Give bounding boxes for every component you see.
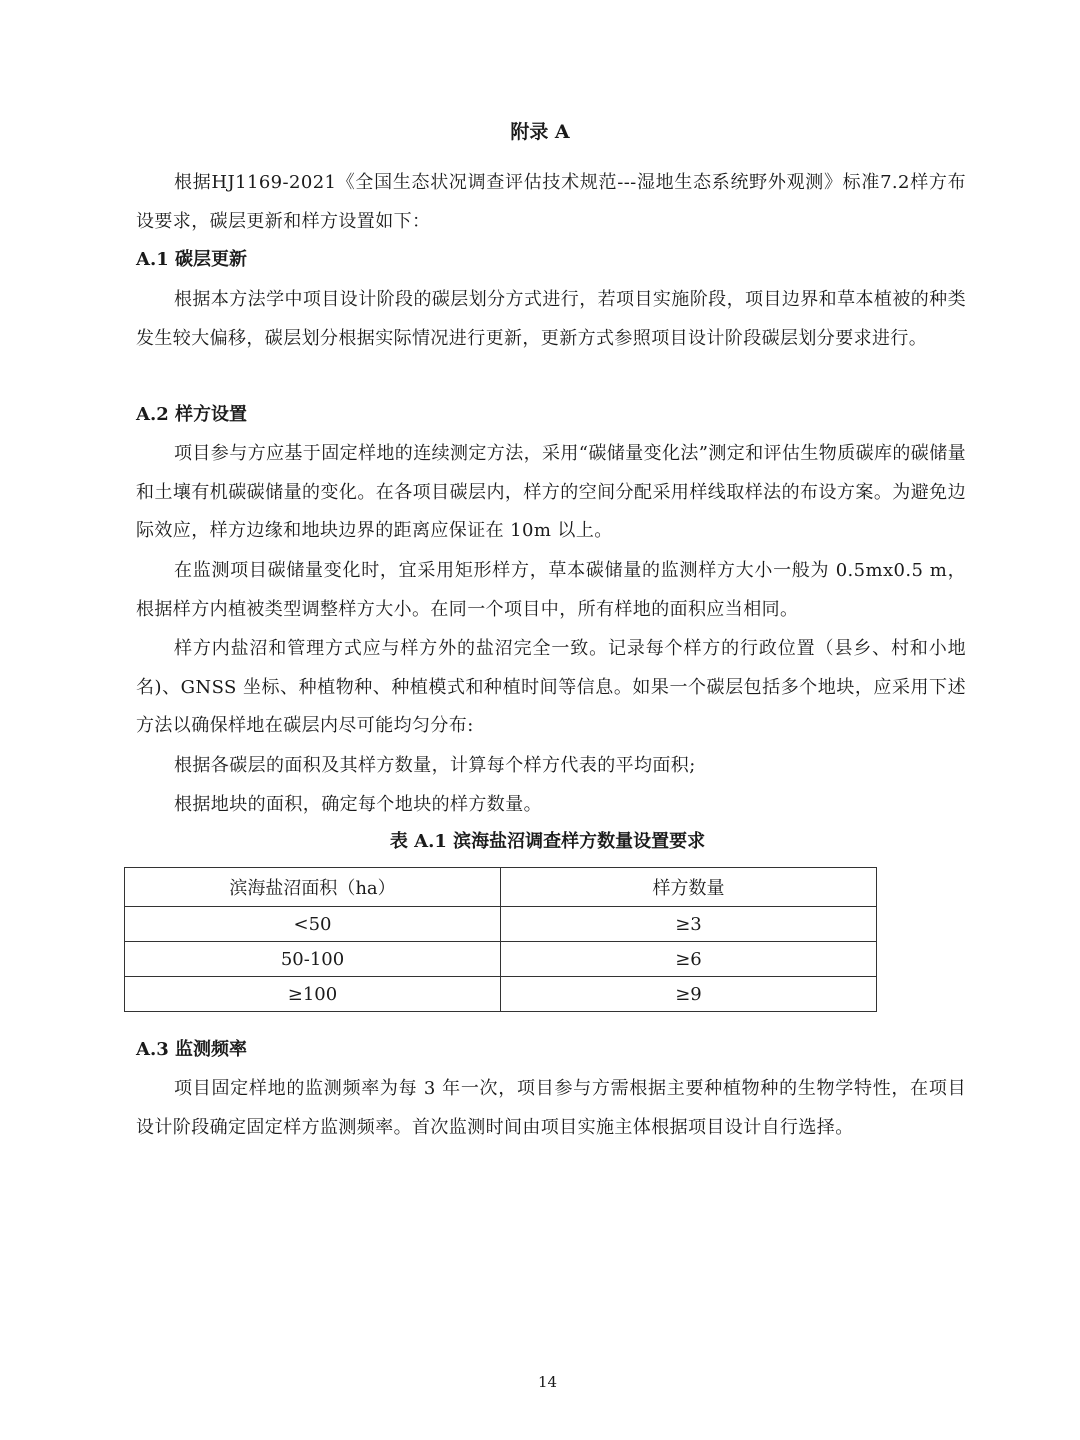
section-a1-heading: A.1 碳层更新 bbox=[136, 249, 248, 270]
table-row bbox=[125, 942, 877, 977]
intro-paragraph: 根据HJ1169-2021《全国生态状况调查评估技术规范---湿地生态系统野外观测》标准7.2样方布设要求，碳层更新和样方设置如下： bbox=[136, 172, 966, 232]
table-row bbox=[125, 977, 877, 1012]
sample-count-table bbox=[124, 867, 877, 1012]
table-row bbox=[125, 907, 877, 942]
section-a2-paragraph-5: 根据地块的面积，确定每个地块的样方数量。 bbox=[174, 794, 542, 815]
section-a3-body: 项目固定样地的监测频率为每 3 年一次，项目参与方需根据主要种植物种的生物学特性，在项目设计阶段确定固定样方监测频率。首次监测时间由项目实施主体根据项目设计自行选择。 bbox=[136, 1078, 966, 1138]
table-header-row bbox=[125, 868, 877, 907]
table-cell-area: 50-100 bbox=[125, 942, 501, 977]
section-a2-heading: A.2 样方设置 bbox=[136, 404, 248, 425]
table-cell-area: <50 bbox=[125, 907, 501, 942]
section-a1-body: 根据本方法学中项目设计阶段的碳层划分方式进行，若项目实施阶段，项目边界和草本植被的种类发生较大偏移，碳层划分根据实际情况进行更新，更新方式参照项目设计阶段碳层划分要求进行。 bbox=[136, 289, 966, 349]
section-a2-paragraph-3: 样方内盐沼和管理方式应与样方外的盐沼完全一致。记录每个样方的行政位置（县乡、村和小地名)、GNSS 坐标、种植物种、种植模式和种植时间等信息。如果一个碳层包括多个地块，应采用下述方法以确保样地在碳层内尽可能均匀分布: bbox=[136, 638, 966, 737]
table-cell-count: ≥6 bbox=[501, 942, 877, 977]
table-header-count: 样方数量 bbox=[501, 868, 877, 907]
section-a2-paragraph-1: 项目参与方应基于固定样地的连续测定方法，采用“碳储量变化法”测定和评估生物质碳库的碳储量和土壤有机碳碳储量的变化。在各项目碳层内，样方的空间分配采用样线取样法的布设方案。为避免边际效应，样方边缘和地块边界的距离应保证在 10m 以上。 bbox=[136, 443, 966, 542]
section-a2-paragraph-2: 在监测项目碳储量变化时，宜采用矩形样方，草本碳储量的监测样方大小一般为 0.5mx0.5 m，根据样方内植被类型调整样方大小。在同一个项目中，所有样地的面积应当相同。 bbox=[136, 560, 966, 620]
table-caption: 表 A.1 滨海盐沼调查样方数量设置要求 bbox=[389, 831, 706, 852]
table-cell-count: ≥9 bbox=[501, 977, 877, 1012]
table-cell-count: ≥3 bbox=[501, 907, 877, 942]
appendix-title: 附录 A bbox=[510, 121, 570, 143]
page-number: 14 bbox=[537, 1373, 558, 1391]
section-a3-heading: A.3 监测频率 bbox=[136, 1039, 248, 1060]
table-cell-area: ≥100 bbox=[125, 977, 501, 1012]
section-a2-paragraph-4: 根据各碳层的面积及其样方数量，计算每个样方代表的平均面积; bbox=[174, 755, 696, 776]
table-header-area: 滨海盐沼面积（ha） bbox=[125, 868, 501, 907]
